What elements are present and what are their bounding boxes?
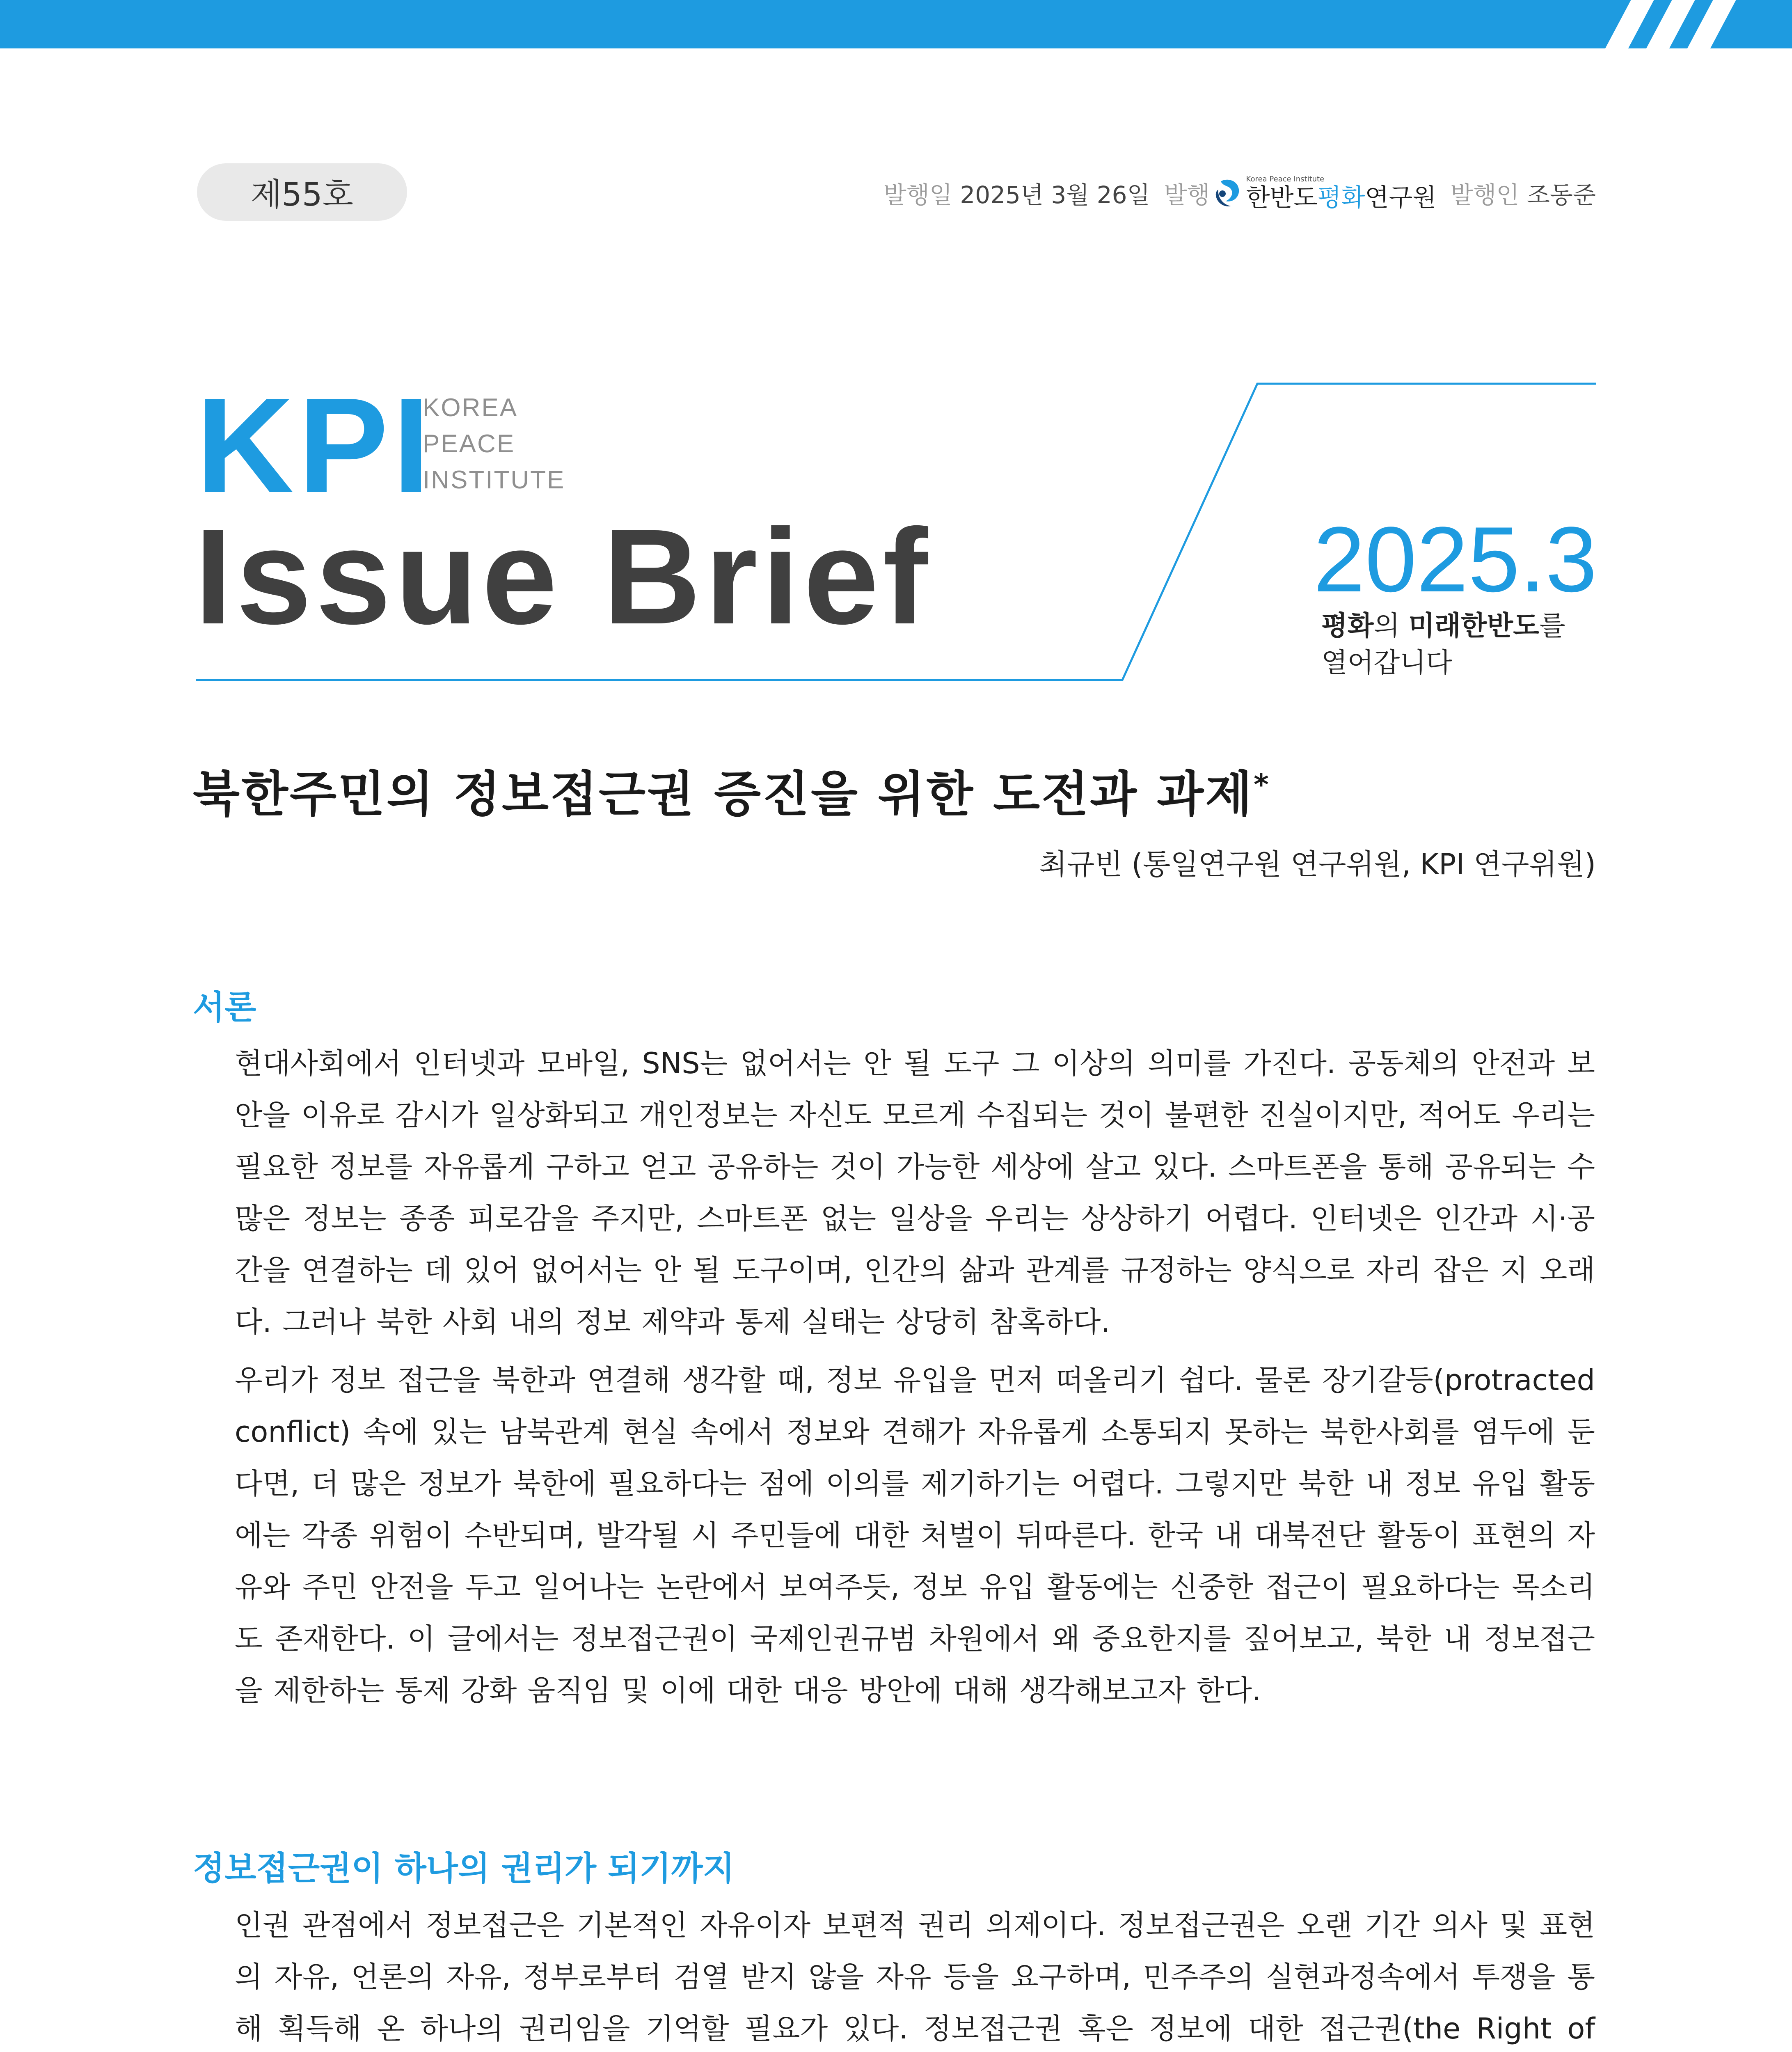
publisher-label: 발행 — [1164, 181, 1210, 209]
issuer-name: 조동준 — [1527, 181, 1596, 209]
paragraph: 인권 관점에서 정보접근은 기본적인 자유이자 보편적 권리 의제이다. 정보접근권은 오랜 기간 의사 및 표현의 자유, 언론의 자유, 정부로부터 검열 받지 않을 자유 등을 요구하며, 민주주의 실현과정속에서 투쟁을 통해 획득해 온 하나의 권리임을 기억할 필요가 있다. 정보접근권 혹은 정보에 대한 접근권(the Right of — [235, 1908, 1595, 2045]
section-heading: 정보접근권이 하나의 권리가 되기까지 — [193, 1849, 735, 1887]
issue-year: 2025.3 — [1313, 507, 1597, 611]
publisher-small-text: Korea Peace Institute — [1246, 175, 1325, 183]
section-heading: 서론 — [193, 988, 256, 1026]
kpi-logo-subtitle: KOREA PEACE INSTITUTE — [423, 394, 565, 494]
author-line: 최규빈 (통일연구원 연구위원, KPI 연구위원) — [1039, 847, 1596, 881]
issuer-label: 발행인 — [1450, 181, 1520, 209]
pub-date-label: 발행일 — [883, 181, 952, 209]
publisher-name: 한반도평화연구원 — [1246, 183, 1437, 212]
article-title: 북한주민의 정보접근권 증진을 위한 도전과 과제* — [193, 766, 1270, 822]
issue-number-badge: 제55호 — [197, 163, 407, 221]
slogan: 평화의 미래한반도를 열어갑니다 — [1321, 610, 1565, 678]
kpi-logo: KPI — [196, 369, 435, 521]
paragraph: 현대사회에서 인터넷과 모바일, SNS는 없어서는 안 될 도구 그 이상의 의미를 가진다. 공동체의 안전과 보안을 이유로 감시가 일상화되고 개인정보는 자신도 모르게 수집되는 것이 불편한 진실이지만, 적어도 우리는 필요한 정보를 자유롭게 구하고 얻고 공유하는 것이 가능한 세상에 살고 있다. 스마트폰을 통해 공유되는 수많은 정보는 종종 피로감을 주지만, 스마트폰 없는 일상을 우리는 상상하기 어렵다. 인터넷은 인간과 시·공간을 연결하는 데 있어 없어서는 안 될 도구이며, 인간의 삶과 관계를 규정하는 양식으로 자리 잡은 지 오래다. 그러나 북한 사회 내의 정보 제약과 통제 실태는 상당히 참혹하다. — [235, 1047, 1595, 1339]
footnote-reference[interactable]: * — [1254, 768, 1270, 802]
series-title: Issue Brief — [195, 501, 932, 652]
paragraph: 우리가 정보 접근을 북한과 연결해 생각할 때, 정보 유입을 먼저 떠올리기 쉽다. 물론 장기갈등(protracted conflict) 속에 있는 남북관계 현실 속에서 정보와 견해가 자유롭게 소통되지 못하는 북한사회를 염두에 둔다면, 더 많은 정보가 북한에 필요하다는 점에 이의를 제기하기는 어렵다. 그렇지만 북한 내 정보 유입 활동에는 각종 위험이 수반되며, 발각될 시 주민들에 대한 처벌이 뒤따른다. 한국 내 대북전단 활동이 표현의 자유와 주민 안전을 두고 일어나는 논란에서 보여주듯, 정보 유입 활동에는 신중한 접근이 필요하다는 목소리도 존재한다. 이 글에서는 정보접근권이 국제인권규범 차원에서 왜 중요한지를 짚어보고, 북한 내 정보접근을 제한하는 통제 강화 움직임 및 이에 대한 대응 방안에 대해 생각해보고자 한다. — [235, 1363, 1595, 1707]
pub-date-value: 2025년 3월 26일 — [960, 181, 1150, 209]
